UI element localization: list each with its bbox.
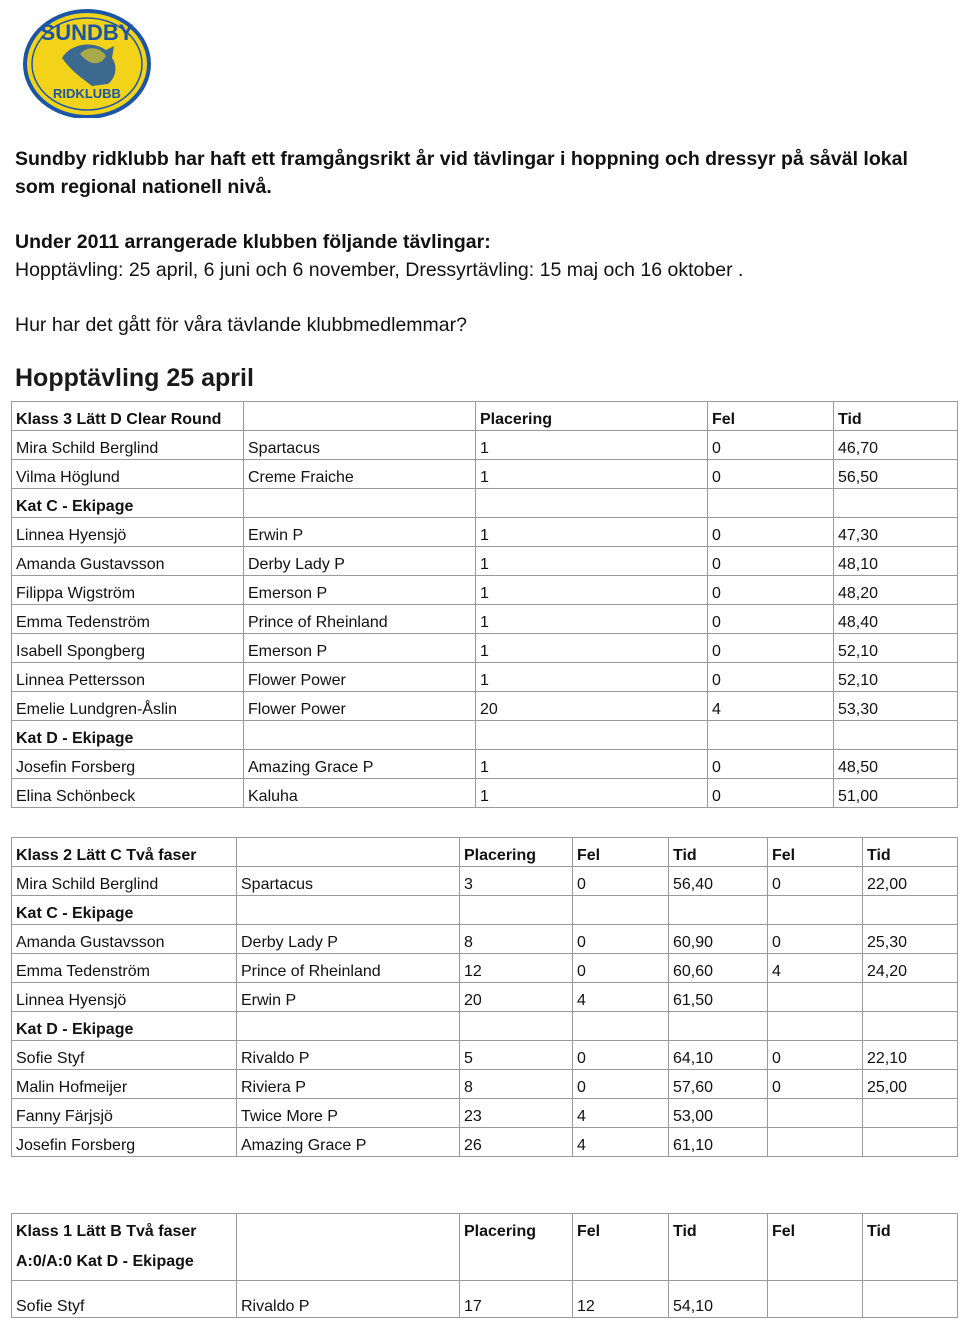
tid: 52,10 <box>834 634 958 663</box>
rider: Linnea Hyensjö <box>12 518 244 547</box>
header-fel-2: Fel <box>768 1214 863 1281</box>
tid <box>669 1012 768 1041</box>
tid: 56,40 <box>669 867 768 896</box>
fel: 0 <box>708 460 834 489</box>
horse: Flower Power <box>244 663 476 692</box>
header-cell <box>244 402 476 431</box>
fel: 0 <box>573 954 669 983</box>
results-table-klass1 <box>11 1213 958 1318</box>
placering: 20 <box>460 983 573 1012</box>
fel-2: 4 <box>768 954 863 983</box>
rider: Mira Schild Berglind <box>12 867 237 896</box>
rider: Emma Tedenström <box>12 954 237 983</box>
intro-summary: Sundby ridklubb har haft ett framgångsrikt år vid tävlingar i hoppning och dressyr på såväl lokal som regional nationell nivå. <box>15 148 908 198</box>
rider: Malin Hofmeijer <box>12 1070 237 1099</box>
tid: 48,40 <box>834 605 958 634</box>
tid: 53,00 <box>669 1099 768 1128</box>
fel: 0 <box>708 663 834 692</box>
svg-text:RIDKLUBB: RIDKLUBB <box>53 86 121 101</box>
horse: Spartacus <box>244 431 476 460</box>
tid: 57,60 <box>669 1070 768 1099</box>
fel-2 <box>768 1128 863 1157</box>
placering: 20 <box>476 692 708 721</box>
header-cell <box>237 838 460 867</box>
table-row <box>12 692 958 721</box>
category-row <box>12 896 958 925</box>
tid: 61,50 <box>669 983 768 1012</box>
fel: 0 <box>573 1070 669 1099</box>
horse: Creme Fraiche <box>244 460 476 489</box>
rider: Filippa Wigström <box>12 576 244 605</box>
horse: Derby Lady P <box>244 547 476 576</box>
class-title: Klass 3 Lätt D Clear Round <box>12 402 244 431</box>
fel-2: 0 <box>768 867 863 896</box>
tid-2: 25,00 <box>863 1070 958 1099</box>
fel <box>708 489 834 518</box>
rider: Mira Schild Berglind <box>12 431 244 460</box>
table-row <box>12 1041 958 1070</box>
horse <box>237 1012 460 1041</box>
rider: Sofie Styf <box>12 1041 237 1070</box>
table-header-row <box>12 838 958 867</box>
horse <box>244 721 476 750</box>
tid: 60,90 <box>669 925 768 954</box>
table-row <box>12 547 958 576</box>
tid-2 <box>863 1281 958 1318</box>
tid: 48,10 <box>834 547 958 576</box>
table-row <box>12 663 958 692</box>
tid: 52,10 <box>834 663 958 692</box>
placering: 1 <box>476 547 708 576</box>
placering <box>460 896 573 925</box>
fel: 0 <box>708 779 834 808</box>
club-logo <box>22 6 152 118</box>
placering: 1 <box>476 576 708 605</box>
rider: Amanda Gustavsson <box>12 925 237 954</box>
fel: 0 <box>708 547 834 576</box>
placering: 3 <box>460 867 573 896</box>
fel: 0 <box>573 867 669 896</box>
intro-text <box>15 145 945 339</box>
placering: 1 <box>476 779 708 808</box>
fel: 4 <box>573 983 669 1012</box>
placering: 8 <box>460 1070 573 1099</box>
fel: 0 <box>708 431 834 460</box>
horse: Derby Lady P <box>237 925 460 954</box>
placering: 1 <box>476 460 708 489</box>
horse: Amazing Grace P <box>237 1128 460 1157</box>
fel-2 <box>768 1281 863 1318</box>
tid: 56,50 <box>834 460 958 489</box>
fel: 12 <box>573 1281 669 1318</box>
rider: Sofie Styf <box>12 1281 237 1318</box>
table-row <box>12 983 958 1012</box>
tid: 61,10 <box>669 1128 768 1157</box>
tid <box>834 489 958 518</box>
table-row <box>12 1281 958 1318</box>
horse: Rivaldo P <box>237 1281 460 1318</box>
fel <box>708 721 834 750</box>
rider: Josefin Forsberg <box>12 750 244 779</box>
fel: 0 <box>708 605 834 634</box>
rider: Elina Schönbeck <box>12 779 244 808</box>
header-fel: Fel <box>573 1214 669 1281</box>
intro-question: Hur har det gått för våra tävlande klubbmedlemmar? <box>15 314 467 336</box>
fel: 0 <box>708 518 834 547</box>
fel: 0 <box>708 750 834 779</box>
category-row <box>12 1012 958 1041</box>
table-row <box>12 1099 958 1128</box>
fel-2 <box>768 983 863 1012</box>
table-header-row <box>12 1214 958 1281</box>
placering: 26 <box>460 1128 573 1157</box>
header-tid: Tid <box>669 1214 768 1281</box>
tid-2: 25,30 <box>863 925 958 954</box>
tid-2 <box>863 1012 958 1041</box>
tid-2 <box>863 983 958 1012</box>
tid: 54,10 <box>669 1281 768 1318</box>
rider: Linnea Pettersson <box>12 663 244 692</box>
tid-2: 22,00 <box>863 867 958 896</box>
placering: 5 <box>460 1041 573 1070</box>
category-label: Kat C - Ekipage <box>12 489 244 518</box>
tid-2: 24,20 <box>863 954 958 983</box>
tid: 64,10 <box>669 1041 768 1070</box>
horse <box>244 489 476 518</box>
horse: Amazing Grace P <box>244 750 476 779</box>
tid-2 <box>863 1128 958 1157</box>
placering <box>460 1012 573 1041</box>
class-title-line2: A:0/A:0 Kat D - Ekipage <box>16 1253 194 1270</box>
table-row <box>12 605 958 634</box>
fel-2: 0 <box>768 1041 863 1070</box>
tid-2 <box>863 896 958 925</box>
fel-2 <box>768 896 863 925</box>
class-title: Klass 2 Lätt C Två faser <box>12 838 237 867</box>
horse: Spartacus <box>237 867 460 896</box>
intro-events-list: Hopptävling: 25 april, 6 juni och 6 november, Dressyrtävling: 15 maj och 16 oktober . <box>15 259 744 281</box>
placering: 1 <box>476 634 708 663</box>
placering: 17 <box>460 1281 573 1318</box>
table-row <box>12 576 958 605</box>
table-row <box>12 779 958 808</box>
placering: 1 <box>476 431 708 460</box>
fel: 4 <box>573 1128 669 1157</box>
fel-2 <box>768 1099 863 1128</box>
table-row <box>12 1128 958 1157</box>
category-row <box>12 721 958 750</box>
header-cell <box>237 1214 460 1281</box>
horse: Kaluha <box>244 779 476 808</box>
placering <box>476 721 708 750</box>
fel-2: 0 <box>768 1070 863 1099</box>
table-header-row <box>12 402 958 431</box>
placering: 1 <box>476 605 708 634</box>
header-tid-2: Tid <box>863 838 958 867</box>
horse: Flower Power <box>244 692 476 721</box>
horse: Riviera P <box>237 1070 460 1099</box>
tid-2 <box>863 1099 958 1128</box>
class-title <box>12 1214 237 1281</box>
tid: 47,30 <box>834 518 958 547</box>
tid: 48,20 <box>834 576 958 605</box>
header-fel: Fel <box>708 402 834 431</box>
fel: 4 <box>573 1099 669 1128</box>
tid-2: 22,10 <box>863 1041 958 1070</box>
tid: 46,70 <box>834 431 958 460</box>
intro-events-title: Under 2011 arrangerade klubben följande tävlingar: <box>15 231 491 253</box>
horse: Emerson P <box>244 634 476 663</box>
fel <box>573 896 669 925</box>
table-row <box>12 460 958 489</box>
table-row <box>12 925 958 954</box>
header-fel: Fel <box>573 838 669 867</box>
table-row <box>12 518 958 547</box>
rider: Amanda Gustavsson <box>12 547 244 576</box>
horse <box>237 896 460 925</box>
fel <box>573 1012 669 1041</box>
header-tid: Tid <box>834 402 958 431</box>
header-fel-2: Fel <box>768 838 863 867</box>
fel-2 <box>768 1012 863 1041</box>
rider: Linnea Hyensjö <box>12 983 237 1012</box>
horse: Prince of Rheinland <box>237 954 460 983</box>
results-table-klass3 <box>11 401 958 808</box>
tid: 48,50 <box>834 750 958 779</box>
table-row <box>12 954 958 983</box>
header-placering: Placering <box>476 402 708 431</box>
header-placering: Placering <box>460 1214 573 1281</box>
horse: Twice More P <box>237 1099 460 1128</box>
fel: 0 <box>708 576 834 605</box>
rider: Josefin Forsberg <box>12 1128 237 1157</box>
rider: Emma Tedenström <box>12 605 244 634</box>
placering: 1 <box>476 663 708 692</box>
placering: 1 <box>476 518 708 547</box>
table-row <box>12 634 958 663</box>
horse: Erwin P <box>237 983 460 1012</box>
tid <box>834 721 958 750</box>
placering: 1 <box>476 750 708 779</box>
category-label: Kat D - Ekipage <box>12 721 244 750</box>
svg-text:SUNDBY: SUNDBY <box>40 20 134 45</box>
fel: 0 <box>573 925 669 954</box>
placering: 8 <box>460 925 573 954</box>
rider: Emelie Lundgren-Åslin <box>12 692 244 721</box>
tid: 51,00 <box>834 779 958 808</box>
placering: 23 <box>460 1099 573 1128</box>
fel: 0 <box>708 634 834 663</box>
header-tid-2: Tid <box>863 1214 958 1281</box>
category-row <box>12 489 958 518</box>
fel-2: 0 <box>768 925 863 954</box>
tid <box>669 896 768 925</box>
table-row <box>12 431 958 460</box>
fel: 0 <box>573 1041 669 1070</box>
horse: Emerson P <box>244 576 476 605</box>
category-label: Kat D - Ekipage <box>12 1012 237 1041</box>
placering: 12 <box>460 954 573 983</box>
horse: Erwin P <box>244 518 476 547</box>
tid: 60,60 <box>669 954 768 983</box>
table-row <box>12 750 958 779</box>
header-tid: Tid <box>669 838 768 867</box>
rider: Isabell Spongberg <box>12 634 244 663</box>
placering <box>476 489 708 518</box>
horse: Rivaldo P <box>237 1041 460 1070</box>
tid: 53,30 <box>834 692 958 721</box>
rider: Fanny Färjsjö <box>12 1099 237 1128</box>
class-title-line1: Klass 1 Lätt B Två faser <box>16 1223 197 1240</box>
page-heading: Hopptävling 25 april <box>15 364 254 392</box>
table-row <box>12 1070 958 1099</box>
table-row <box>12 867 958 896</box>
horse: Prince of Rheinland <box>244 605 476 634</box>
fel: 4 <box>708 692 834 721</box>
results-table-klass2 <box>11 837 958 1157</box>
header-placering: Placering <box>460 838 573 867</box>
rider: Vilma Höglund <box>12 460 244 489</box>
category-label: Kat C - Ekipage <box>12 896 237 925</box>
